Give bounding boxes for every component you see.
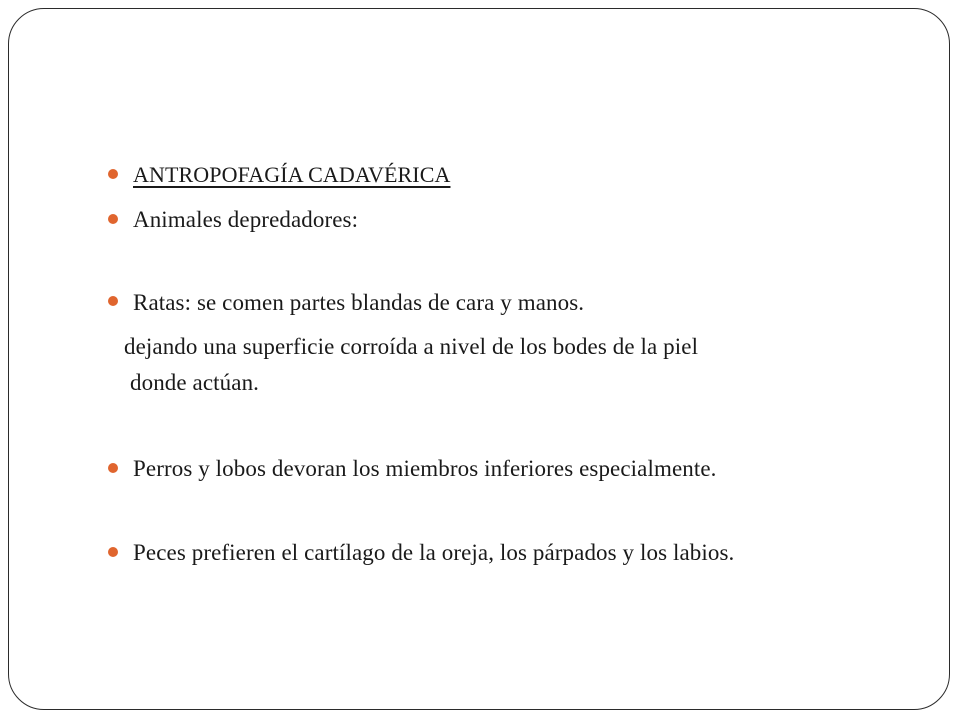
bullet-dot-icon: [108, 214, 118, 224]
bullet-item-animals: Animales depredadores:: [133, 207, 359, 232]
bullet-item-dogs-wolves: Perros y lobos devoran los miembros inferiores especialmente.: [133, 456, 717, 481]
continuation-line-1: dejando una superficie corroída a nivel de los bodes de la piel: [124, 334, 699, 359]
bullet-item-rats: Ratas: se comen partes blandas de cara y manos.: [133, 290, 585, 315]
slide-heading: ANTROPOFAGÍA CADAVÉRICA: [133, 162, 451, 187]
bullet-dot-icon: [108, 296, 118, 306]
bullet-dot-icon: [108, 547, 118, 557]
bullet-dot-icon: [108, 463, 118, 473]
bullet-dot-icon: [108, 169, 118, 179]
bullet-item-fish: Peces prefieren el cartílago de la oreja, los párpados y los labios.: [133, 540, 735, 565]
continuation-line-2: donde actúan.: [130, 370, 260, 395]
